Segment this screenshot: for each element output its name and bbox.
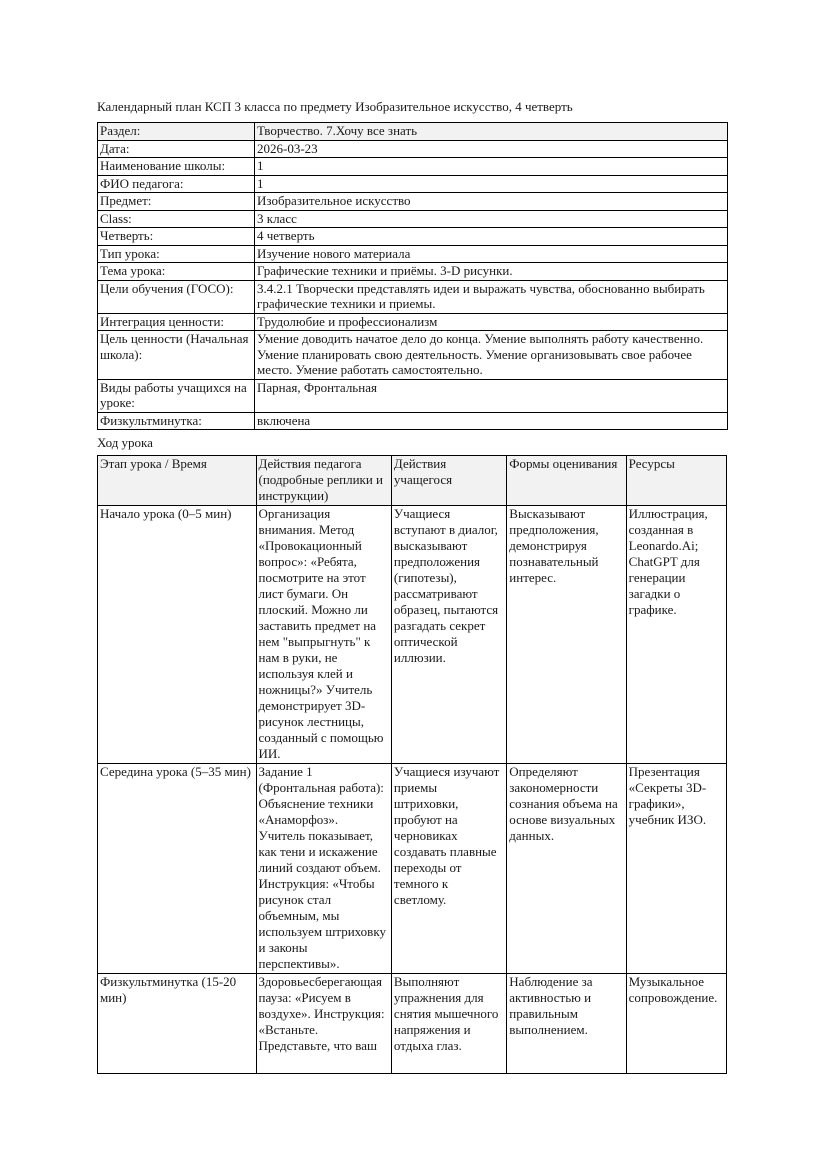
info-row-razdel xyxy=(98,123,728,141)
info-label: Виды работы учащихся на уроке: xyxy=(98,379,255,412)
lesson-row-start xyxy=(98,506,727,764)
info-value: 3.4.2.1 Творчески представлять идеи и выражать чувства, обоснованно выбирать графические техники и приемы. xyxy=(255,280,728,313)
info-row-teacher-name xyxy=(98,175,728,193)
info-value: 3 класс xyxy=(255,210,728,228)
stage-cell: Физкультминутка (15-20 мин) xyxy=(98,974,257,1074)
resources-cell: Презентация «Секреты 3D-графики», учебник ИЗО. xyxy=(626,764,726,974)
info-value: Умение доводить начатое дело до конца. Умение выполнять работу качественно. Умение планировать свою деятельность. Умение организовывать свое рабочее место. Умение работать самостоятельно. xyxy=(255,331,728,380)
info-value: Изучение нового материала xyxy=(255,245,728,263)
info-value: Творчество. 7.Хочу все знать xyxy=(255,123,728,141)
document-page xyxy=(97,99,727,1074)
lesson-flow-table xyxy=(97,455,727,1074)
info-row-lesson-theme xyxy=(98,263,728,281)
info-value: 4 четверть xyxy=(255,228,728,246)
section-heading: Ход урока xyxy=(97,435,153,450)
info-value: Изобразительное искусство xyxy=(255,193,728,211)
info-value: Парная, Фронтальная xyxy=(255,379,728,412)
info-label: Цель ценности (Начальная школа): xyxy=(98,331,255,380)
info-value: 2026-03-23 xyxy=(255,140,728,158)
info-row-date xyxy=(98,140,728,158)
assessment-cell: Определяют закономерности сознания объема на основе визуальных данных. xyxy=(507,764,626,974)
info-row-values-integration xyxy=(98,313,728,331)
info-label: Дата: xyxy=(98,140,255,158)
lesson-info-table xyxy=(97,122,728,430)
info-label: Интеграция ценности: xyxy=(98,313,255,331)
info-row-physminute xyxy=(98,412,728,430)
info-row-lesson-type xyxy=(98,245,728,263)
resources-cell: Музыкальное сопровождение. xyxy=(626,974,726,1074)
info-label: ФИО педагога: xyxy=(98,175,255,193)
assessment-cell: Наблюдение за активностью и правильным выполнением. xyxy=(507,974,626,1074)
info-row-class xyxy=(98,210,728,228)
info-row-values-goal xyxy=(98,331,728,380)
col-header-assessment: Формы оценивания xyxy=(507,456,626,506)
info-value: 1 xyxy=(255,175,728,193)
info-value: Графические техники и приёмы. 3-D рисунки. xyxy=(255,263,728,281)
info-label: Раздел: xyxy=(98,123,255,141)
student-actions-cell: Учащиеся вступают в диалог, высказывают предположения (гипотезы), рассматривают образец, пытаются разгадать секрет оптической иллюзии. xyxy=(391,506,506,764)
info-row-goals xyxy=(98,280,728,313)
info-label: Четверть: xyxy=(98,228,255,246)
col-header-teacher-actions: Действия педагога (подробные реплики и инструкции) xyxy=(256,456,391,506)
col-header-student-actions: Действия учащегося xyxy=(391,456,506,506)
info-label: Class: xyxy=(98,210,255,228)
student-actions-cell: Выполняют упражнения для снятия мышечного напряжения и отдыха глаз. xyxy=(391,974,506,1074)
info-row-school xyxy=(98,158,728,176)
info-value: 1 xyxy=(255,158,728,176)
lesson-row-physminute xyxy=(98,974,727,1074)
info-label: Тип урока: xyxy=(98,245,255,263)
resources-cell: Иллюстрация, созданная в Leonardo.Ai; ChatGPT для генерации загадки о графике. xyxy=(626,506,726,764)
info-row-subject xyxy=(98,193,728,211)
teacher-actions-cell: Задание 1 (Фронтальная работа): Объяснение техники «Анаморфоз». Учитель показывает, как тени и искажение линий создают объем. Инструкция: «Чтобы рисунок стал объемным, мы используем штриховку и законы перспективы». xyxy=(256,764,391,974)
teacher-actions-cell: Здоровьесберегающая пауза: «Рисуем в воздухе». Инструкция: «Встаньте. Представьте, что ваш xyxy=(256,974,391,1074)
col-header-stage: Этап урока / Время xyxy=(98,456,257,506)
stage-cell: Середина урока (5–35 мин) xyxy=(98,764,257,974)
info-label: Предмет: xyxy=(98,193,255,211)
info-label: Наименование школы: xyxy=(98,158,255,176)
info-value: Трудолюбие и профессионализм xyxy=(255,313,728,331)
col-header-resources: Ресурсы xyxy=(626,456,726,506)
teacher-actions-cell: Организация внимания. Метод «Провокационный вопрос»: «Ребята, посмотрите на этот лист бумаги. Он плоский. Можно ли заставить предмет на нем "выпрыгнуть" к нам в руки, не используя клей и ножницы?» Учитель демонстрирует 3D-рисунок лестницы, созданный с помощью ИИ. xyxy=(256,506,391,764)
assessment-cell: Высказывают предположения, демонстрируя познавательный интерес. xyxy=(507,506,626,764)
lesson-row-middle xyxy=(98,764,727,974)
info-value: включена xyxy=(255,412,728,430)
info-row-quarter xyxy=(98,228,728,246)
stage-cell: Начало урока (0–5 мин) xyxy=(98,506,257,764)
info-label: Цели обучения (ГОСО): xyxy=(98,280,255,313)
info-row-work-types xyxy=(98,379,728,412)
info-label: Тема урока: xyxy=(98,263,255,281)
info-label: Физкультминутка: xyxy=(98,412,255,430)
document-title: Календарный план КСП 3 класса по предмету Изобразительное искусство, 4 четверть xyxy=(97,99,573,114)
student-actions-cell: Учащиеся изучают приемы штриховки, пробуют на черновиках создавать плавные переходы от темного к светлому. xyxy=(391,764,506,974)
lesson-table-header xyxy=(98,456,727,506)
